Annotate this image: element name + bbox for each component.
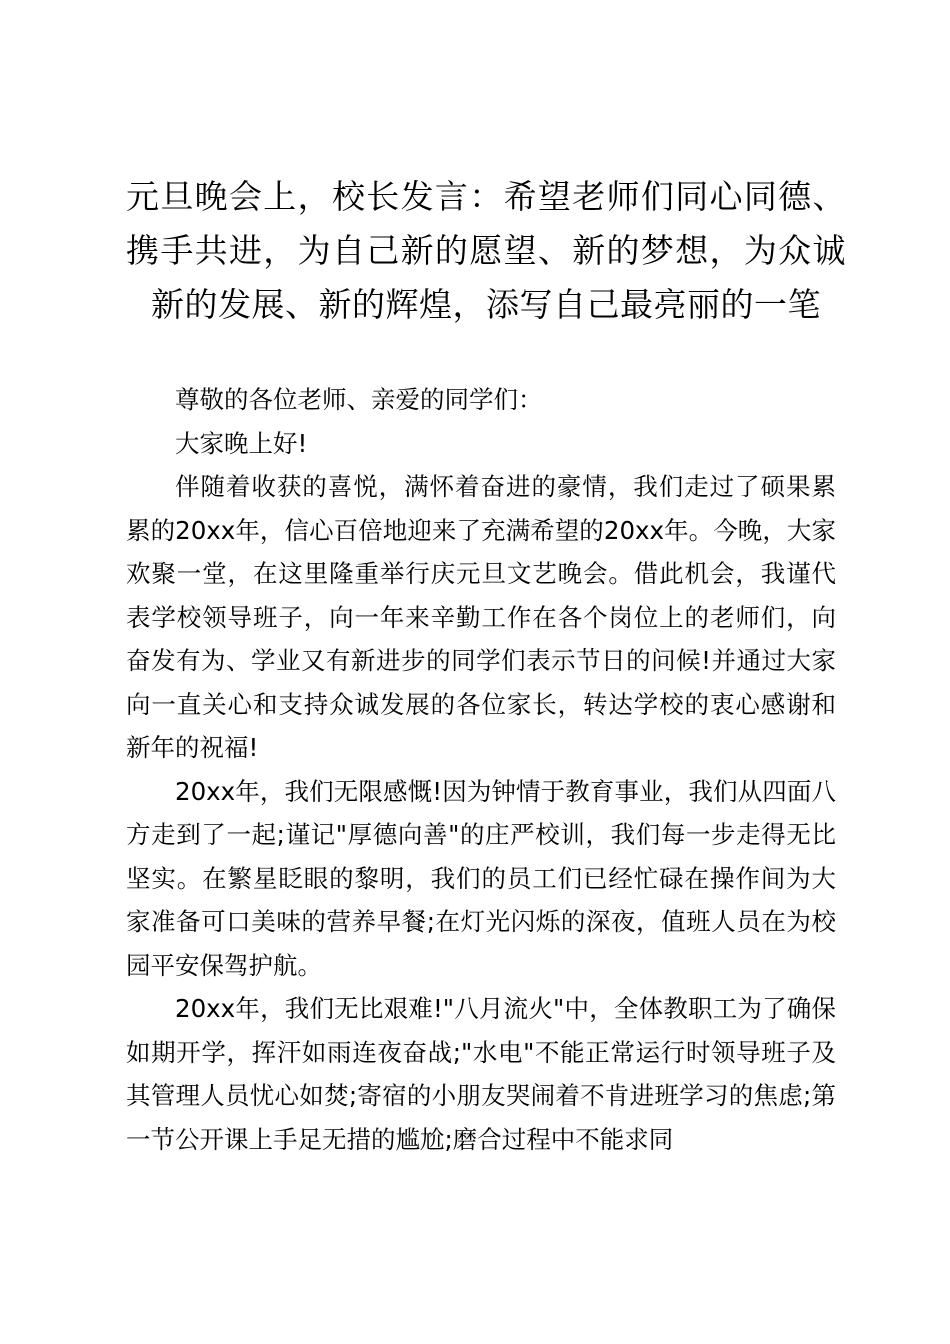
body-paragraph: 20xx年，我们无比艰难!"八月流火"中，全体教职工为了确保如期开学，挥汗如雨连夜奋战;"水电"不能正常运行时领导班子及其管理人员忧心如焚;寄宿的小朋友哭闹着不肯进班学习的焦虑;第一节公开课上手足无措的尴尬;磨合过程中不能求同 — [126, 994, 836, 1154]
body-paragraph: 伴随着收获的喜悦，满怀着奋进的豪情，我们走过了硕果累累的20xx年，信心百倍地迎来了充满希望的20xx年。今晚，大家欢聚一堂，在这里隆重举行庆元旦文艺晚会。借此机会，我谨代表学校领导班子，向一年来辛勤工作在各个岗位上的老师们，向奋发有为、学业又有新进步的同学们表示节日的问候!并通过大家向一直关心和支持众诚发展的各位家长，转达学校的衷心感谢和新年的祝福! — [126, 472, 836, 762]
salutation-paragraph: 尊敬的各位老师、亲爱的同学们： — [175, 385, 543, 414]
document-title: 元旦晚会上，校长发言：希望老师们同心同德、携手共进，为自己新的愿望、新的梦想，为众诚新的发展、新的辉煌，添写自己最亮丽的一笔 — [126, 177, 846, 324]
body-paragraph: 20xx年，我们无限感慨!因为钟情于教育事业，我们从四面八方走到了一起;谨记"厚德向善"的庄严校训，我们每一步走得无比坚实。在繁星眨眼的黎明，我们的员工们已经忙碌在操作间为大家准备可口美味的营养早餐;在灯光闪烁的深夜，值班人员在为校园平安保驾护航。 — [126, 776, 836, 980]
greeting-paragraph: 大家晚上好! — [175, 428, 308, 458]
document-body — [126, 378, 836, 1161]
